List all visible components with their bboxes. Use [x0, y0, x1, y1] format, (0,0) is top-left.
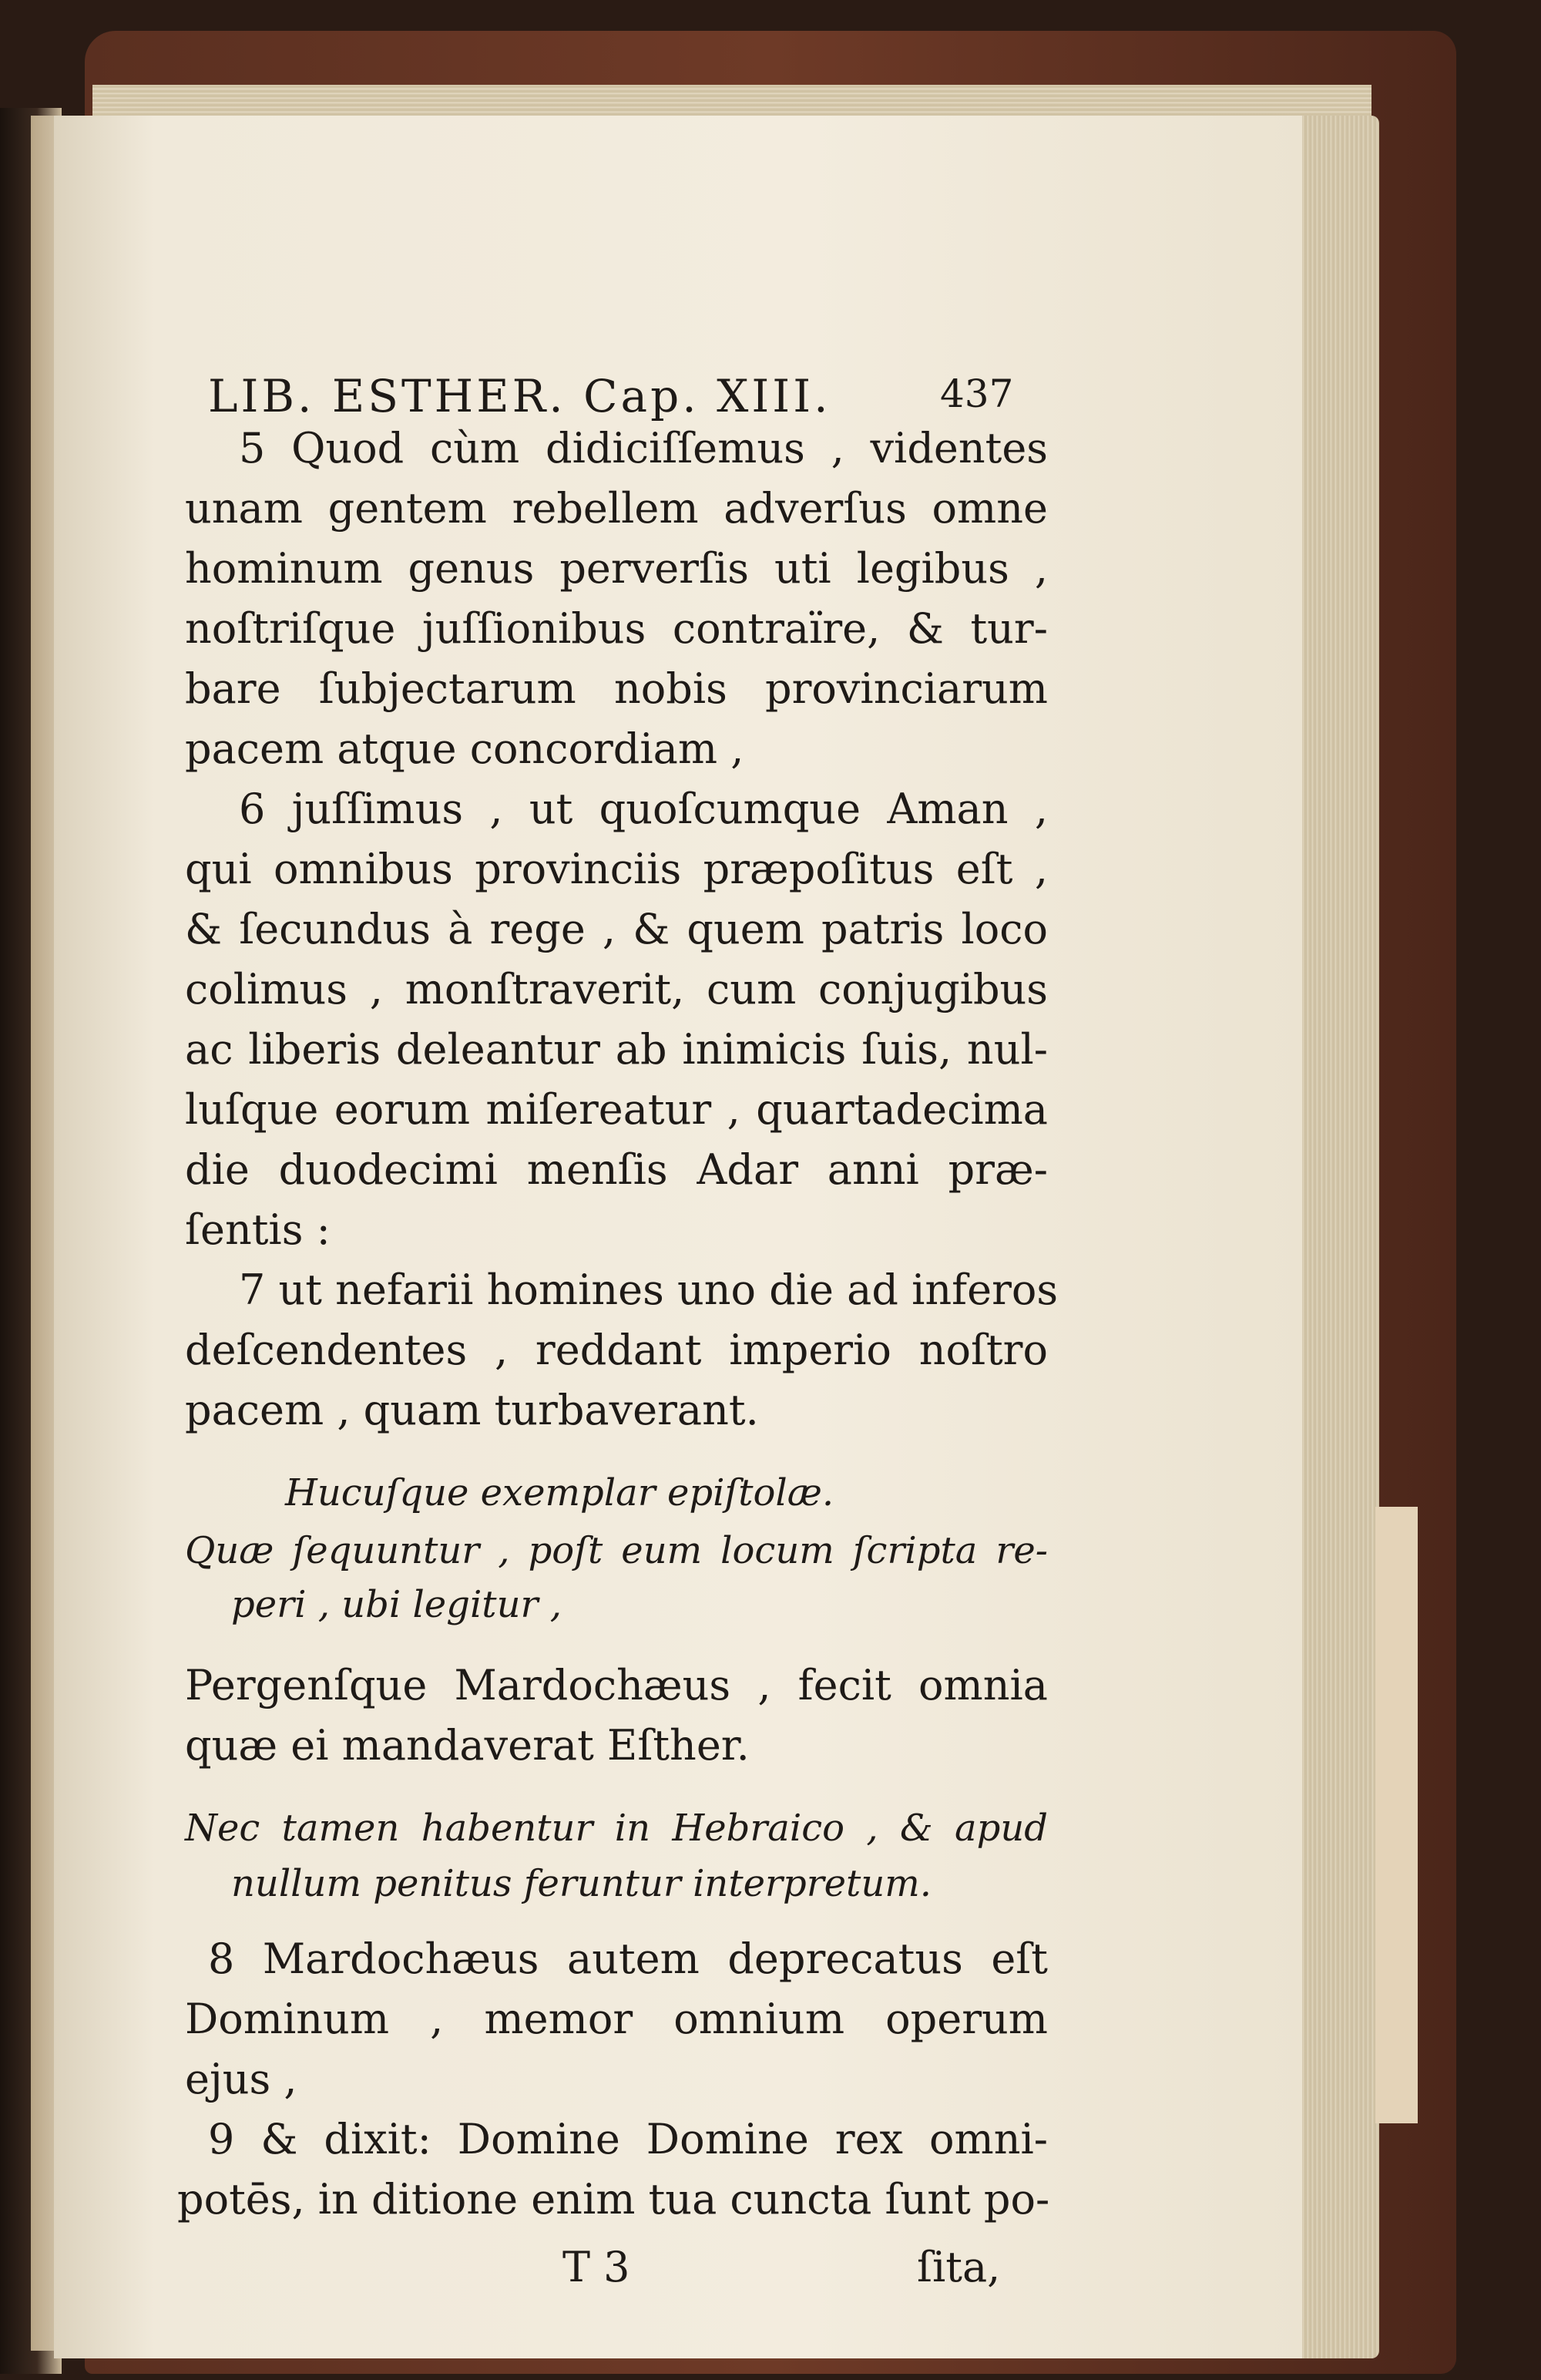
signature-mark: T 3	[562, 2243, 630, 2291]
text-line: noſtriſque juſſionibus contraïre, & tur-	[185, 604, 1048, 653]
catchword: ſita,	[917, 2243, 1001, 2291]
text-line: & ſecundus à rege , & quem patris loco	[185, 905, 1048, 953]
text-line: 6 juſſimus , ut quoſcumque Aman ,	[239, 785, 1048, 833]
text-line: deſcendentes , reddant imperio noſtro	[185, 1326, 1048, 1374]
text-line: potēs, in ditione enim tua cuncta ſunt po-	[177, 2175, 1050, 2224]
text-line: quæ ei mandaverat Eſther.	[185, 1721, 750, 1770]
text-line: 8 Mardochæus autem deprecatus eſt	[208, 1935, 1048, 1983]
italic-note: nullum penitus feruntur interpretum.	[231, 1862, 932, 1905]
text-line: 7 ut nefarii homines uno die ad inferos	[239, 1266, 1059, 1314]
text-line: hominum genus perverſis uti legibus ,	[185, 544, 1048, 593]
text-line: ſentis :	[185, 1205, 331, 1254]
page-number: 437	[940, 371, 1014, 416]
text-line: die duodecimi menſis Adar anni præ-	[185, 1145, 1048, 1194]
italic-note: peri , ubi legitur ,	[231, 1583, 562, 1626]
text-line: 9 & dixit: Domine Domine rex omni-	[208, 2115, 1048, 2163]
text-line: pacem , quam turbaverant.	[185, 1386, 759, 1434]
book-page	[54, 116, 1302, 2358]
italic-note: Quæ ſequuntur , poſt eum locum ſcripta re-	[185, 1529, 1048, 1572]
text-line: pacem atque concordiam ,	[185, 724, 744, 773]
text-line: 5 Quod cùm didiciſſemus , videntes	[239, 424, 1048, 472]
text-line: Pergenſque Mardochæus , fecit omnia	[185, 1661, 1048, 1709]
paper-slip-bookmark	[1375, 1507, 1418, 2123]
text-line: luſque eorum miſereatur , quartadecima	[185, 1085, 1048, 1134]
text-line: qui omnibus provinciis præpoſitus eſt ,	[185, 845, 1048, 893]
text-line: bare ſubjectarum nobis provinciarum	[185, 664, 1048, 713]
text-line: ac liberis deleantur ab inimicis ſuis, nul-	[185, 1025, 1048, 1074]
text-line: Dominum , memor omnium operum	[185, 1995, 1048, 2043]
italic-note: Nec tamen habentur in Hebraico , & apud	[185, 1807, 1048, 1850]
text-line: colimus , monſtraverit, cum conjugibus	[185, 965, 1048, 1014]
text-line: ejus ,	[185, 2055, 297, 2103]
running-title: LIB. ESTHER. Cap. XIII.	[208, 370, 831, 422]
text-line: unam gentem rebellem adverſus omne	[185, 484, 1048, 533]
fore-edge-page-stack	[1294, 116, 1379, 2358]
italic-note: Hucuſque exemplar epiſtolæ.	[285, 1471, 834, 1514]
